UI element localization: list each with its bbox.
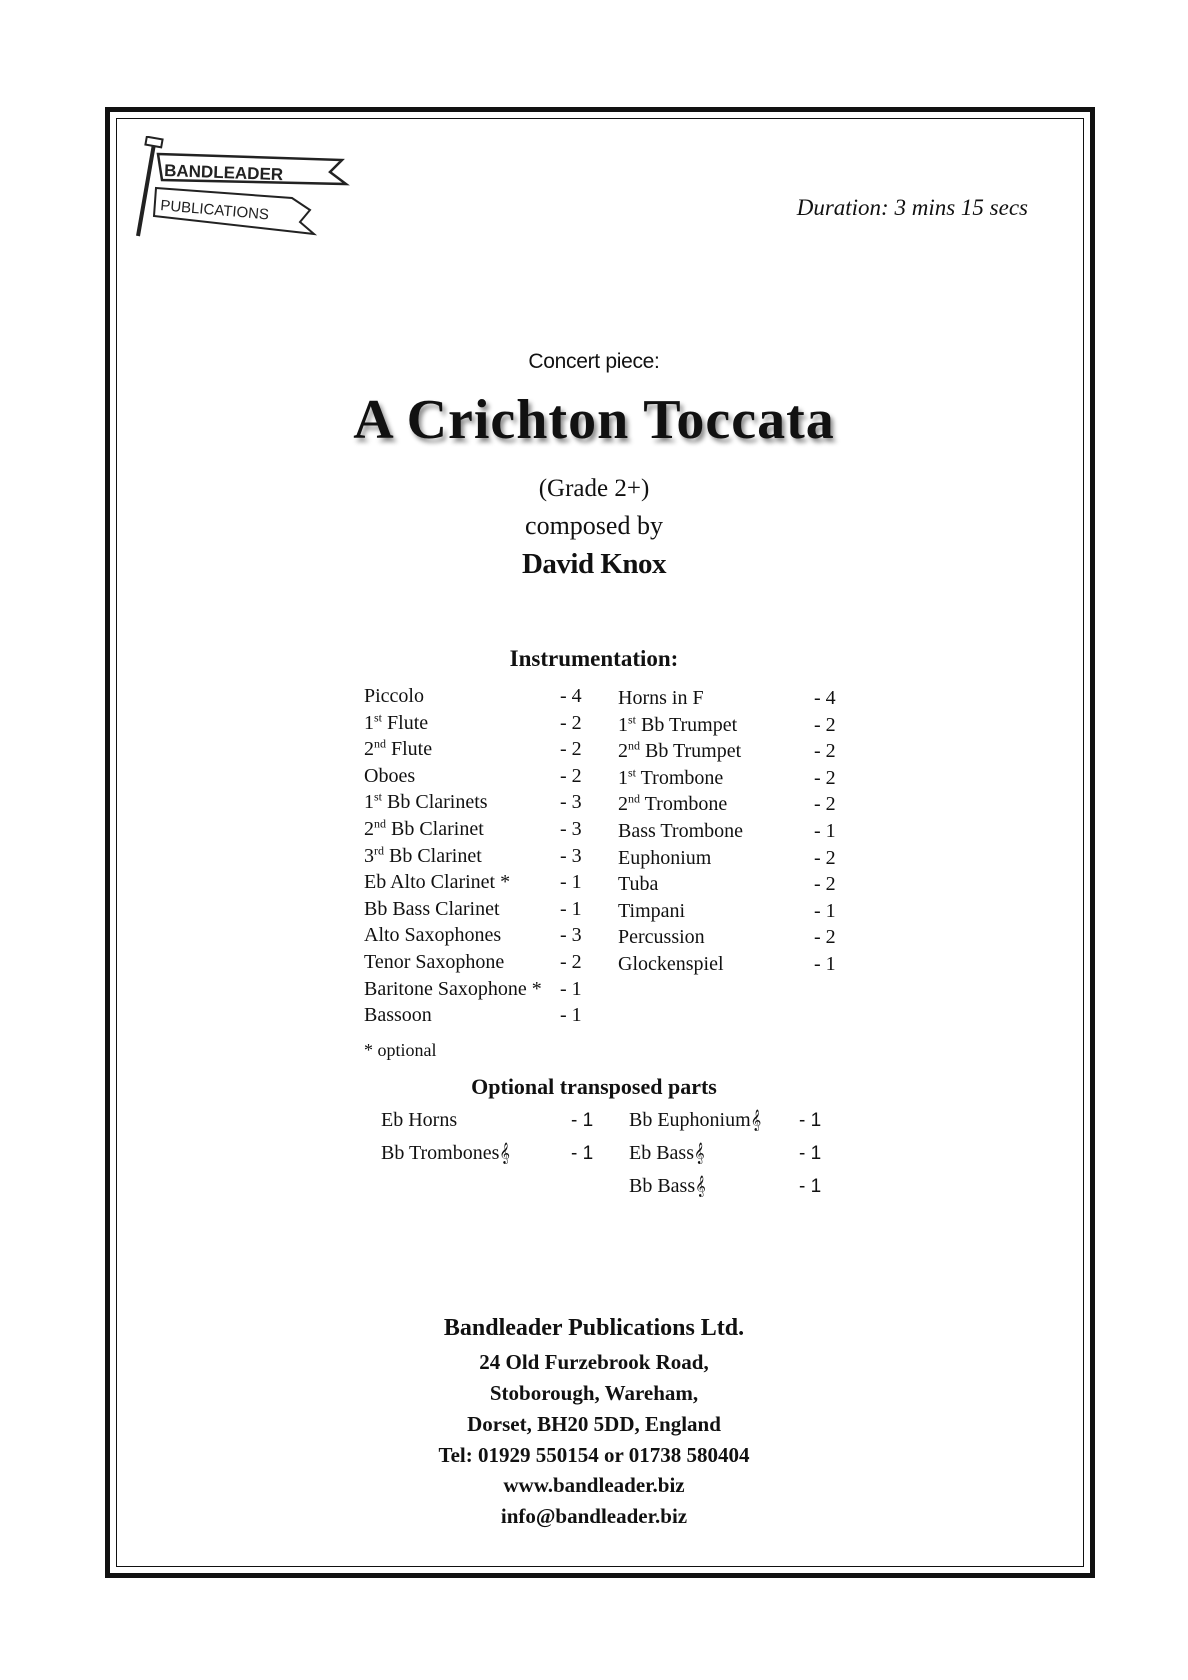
instrument-row xyxy=(618,738,848,765)
optional-part-row xyxy=(629,1170,849,1203)
instrument-row xyxy=(618,791,848,818)
instrument-name xyxy=(364,978,542,1000)
instrument-row xyxy=(618,712,848,739)
instrument-label: Flute xyxy=(382,711,429,734)
instrument-name xyxy=(618,926,705,948)
instrument-quantity: - 2 xyxy=(814,926,836,949)
instrument-label: Oboes xyxy=(364,764,416,787)
instrument-row xyxy=(618,924,848,951)
instrument-row xyxy=(364,869,594,896)
instrument-row xyxy=(618,685,848,712)
instrument-label: Bb Trumpet xyxy=(636,713,738,736)
instrument-quantity: - 1 xyxy=(560,871,582,894)
publisher-address-line1: 24 Old Furzebrook Road, xyxy=(479,1350,709,1374)
instrument-ordinal-suffix: st xyxy=(374,789,383,804)
instrument-ordinal: 1 xyxy=(364,791,374,814)
instrument-quantity: - 3 xyxy=(560,844,582,867)
instrument-label: Flute xyxy=(386,738,433,761)
instrument-ordinal: 2 xyxy=(618,740,628,763)
instrument-label: Horns in F xyxy=(618,687,704,709)
instrument-label: Tuba xyxy=(618,873,659,896)
instrument-quantity: - 1 xyxy=(560,897,582,920)
instrument-row xyxy=(364,710,594,737)
instrument-name xyxy=(364,951,504,973)
treble-clef-icon: 𝄞 xyxy=(750,1110,762,1131)
instrument-label: Tenor Saxophone xyxy=(364,950,505,973)
instrument-ordinal-suffix: st xyxy=(374,709,383,724)
instrument-list-right xyxy=(618,685,848,978)
instrument-row xyxy=(618,951,848,978)
instrument-row xyxy=(364,976,594,1003)
optional-part-row xyxy=(629,1137,849,1170)
instrument-name xyxy=(364,842,482,867)
optional-parts-heading: Optional transposed parts xyxy=(471,1074,717,1099)
instrument-ordinal: 2 xyxy=(618,793,628,816)
instrument-name xyxy=(618,873,658,895)
instrument-label: Percussion xyxy=(618,926,705,949)
optional-part-name: Bb Trombones xyxy=(381,1142,500,1164)
optional-part-quantity: - 1 xyxy=(799,1110,822,1131)
instrument-row xyxy=(364,896,594,923)
instrument-ordinal-suffix: nd xyxy=(628,738,640,753)
instrument-list-left xyxy=(364,683,594,1029)
instrument-row xyxy=(364,816,594,843)
page-title: A Crichton Toccata xyxy=(353,389,835,451)
optional-part-quantity: - 1 xyxy=(571,1110,594,1131)
instrument-quantity: - 1 xyxy=(560,977,582,1000)
instrument-row xyxy=(618,765,848,792)
optional-part-row xyxy=(381,1137,611,1170)
instrument-ordinal-suffix: nd xyxy=(374,816,386,831)
instrument-quantity: - 1 xyxy=(560,1004,582,1027)
optional-part-quantity: - 1 xyxy=(571,1143,594,1164)
instrument-quantity: - 2 xyxy=(814,740,836,763)
instrument-label: Timpani xyxy=(618,899,686,922)
optional-part-name: Bb Euphonium xyxy=(629,1109,751,1131)
instrument-ordinal-suffix: st xyxy=(628,711,637,726)
optional-part-name: Eb Horns xyxy=(381,1109,458,1131)
instrument-name xyxy=(618,740,741,762)
optional-part-row xyxy=(381,1104,611,1137)
instrument-label: Bb Clarinets xyxy=(382,791,488,814)
instrument-quantity: - 2 xyxy=(560,950,582,973)
optional-parts-left xyxy=(381,1104,611,1170)
instrument-row xyxy=(364,763,594,790)
optional-part-quantity: - 1 xyxy=(799,1143,822,1164)
instrument-ordinal: 1 xyxy=(364,711,374,734)
instrument-row xyxy=(364,683,594,710)
optional-footnote: * optional xyxy=(364,1040,437,1060)
instrument-name xyxy=(364,709,429,734)
treble-clef-icon: 𝄞 xyxy=(499,1143,511,1164)
instrument-name xyxy=(618,687,704,709)
instrument-quantity: - 2 xyxy=(560,764,582,787)
publisher-address-line3: Dorset, BH20 5DD, England xyxy=(467,1412,721,1436)
publisher-email-link[interactable]: info@bandleader.biz xyxy=(500,1504,688,1528)
instrument-quantity: - 1 xyxy=(814,952,836,975)
grade-label: (Grade 2+) xyxy=(538,475,650,502)
instrument-quantity: - 2 xyxy=(560,738,582,761)
instrument-quantity: - 2 xyxy=(814,713,836,736)
logo-line1: BANDLEADER xyxy=(163,161,284,185)
logo-line2: PUBLICATIONS xyxy=(159,197,270,224)
instrument-name xyxy=(364,924,501,946)
instrument-quantity: - 3 xyxy=(560,924,582,947)
treble-clef-icon: 𝄞 xyxy=(694,1143,705,1164)
instrument-ordinal: 2 xyxy=(364,738,374,761)
instrument-label: Piccolo xyxy=(364,685,424,707)
instrument-label: Bb Trumpet xyxy=(640,740,742,763)
instrument-ordinal-suffix: nd xyxy=(374,736,386,751)
instrument-row xyxy=(364,949,594,976)
duration-text: Duration: 3 mins 15 secs xyxy=(796,195,1028,220)
instrument-row xyxy=(364,1002,594,1029)
instrument-quantity: - 3 xyxy=(560,817,582,840)
instrument-ordinal-suffix: nd xyxy=(628,791,640,806)
composer-name: David Knox xyxy=(521,548,667,580)
instrument-label: Trombone xyxy=(636,766,724,789)
instrument-ordinal: 2 xyxy=(364,817,374,840)
instrument-row xyxy=(618,845,848,872)
instrument-quantity: - 3 xyxy=(560,791,582,814)
instrument-name xyxy=(618,820,743,842)
instrument-label: Alto Saxophones xyxy=(364,924,502,947)
instrumentation-heading: Instrumentation: xyxy=(509,646,679,671)
instrument-row xyxy=(618,818,848,845)
instrument-row xyxy=(618,871,848,898)
publisher-website-link[interactable]: www.bandleader.biz xyxy=(503,1473,685,1497)
publisher-telephone: Tel: 01929 550154 or 01738 580404 xyxy=(438,1443,750,1467)
optional-part-name: Eb Bass xyxy=(629,1142,694,1164)
instrument-ordinal: 3 xyxy=(364,844,374,867)
bandleader-logo xyxy=(132,136,382,246)
instrument-quantity: - 2 xyxy=(814,793,836,816)
instrument-row xyxy=(364,843,594,870)
instrument-label: Bb Clarinet xyxy=(384,844,482,867)
instrument-name xyxy=(618,711,738,736)
instrument-name xyxy=(364,765,415,787)
instrument-label: Bassoon xyxy=(364,1004,432,1027)
instrument-label: Eb Alto Clarinet * xyxy=(364,871,511,894)
instrument-name xyxy=(364,738,432,760)
instrument-name xyxy=(618,953,724,975)
instrument-row xyxy=(618,898,848,925)
instrument-quantity: - 4 xyxy=(560,685,582,707)
instrument-row xyxy=(364,922,594,949)
instrument-name xyxy=(618,793,727,815)
instrument-row xyxy=(364,736,594,763)
instrument-quantity: - 2 xyxy=(560,711,582,734)
instrument-name xyxy=(618,767,723,789)
instrument-quantity: - 1 xyxy=(814,899,836,922)
instrument-label: Bb Clarinet xyxy=(386,817,484,840)
instrument-name xyxy=(364,685,424,707)
instrument-name xyxy=(618,847,711,869)
instrument-name xyxy=(364,1004,432,1026)
instrument-quantity: - 2 xyxy=(814,766,836,789)
instrument-ordinal-suffix: st xyxy=(628,765,637,780)
publisher-name: Bandleader Publications Ltd. xyxy=(443,1315,745,1341)
instrument-quantity: - 2 xyxy=(814,873,836,896)
optional-parts-right xyxy=(629,1104,849,1203)
optional-part-row xyxy=(629,1104,849,1137)
instrument-quantity: - 2 xyxy=(814,846,836,869)
instrument-label: Baritone Saxophone * xyxy=(364,977,542,1000)
instrument-label: Glockenspiel xyxy=(618,952,724,975)
composed-by-label: composed by xyxy=(525,511,663,540)
publisher-address-line2: Stoborough, Wareham, xyxy=(489,1381,699,1405)
instrument-name xyxy=(364,871,510,893)
concert-label: Concert piece: xyxy=(528,350,660,373)
treble-clef-icon: 𝄞 xyxy=(695,1176,706,1197)
instrument-label: Bass Trombone xyxy=(618,819,744,842)
optional-part-quantity: - 1 xyxy=(799,1176,822,1197)
instrument-ordinal: 1 xyxy=(618,766,628,789)
instrument-quantity: - 4 xyxy=(814,687,836,709)
instrument-label: Trombone xyxy=(640,793,728,816)
instrument-quantity: - 1 xyxy=(814,819,836,842)
instrument-ordinal: 1 xyxy=(618,713,628,736)
instrument-name xyxy=(364,898,500,920)
optional-part-name: Bb Bass xyxy=(629,1175,696,1197)
instrument-row xyxy=(364,789,594,816)
instrument-label: Euphonium xyxy=(618,846,712,869)
instrument-label: Bb Bass Clarinet xyxy=(364,897,500,920)
instrument-name xyxy=(618,900,685,922)
instrument-ordinal-suffix: rd xyxy=(374,842,384,857)
instrument-name xyxy=(364,791,488,813)
instrument-name xyxy=(364,818,484,840)
